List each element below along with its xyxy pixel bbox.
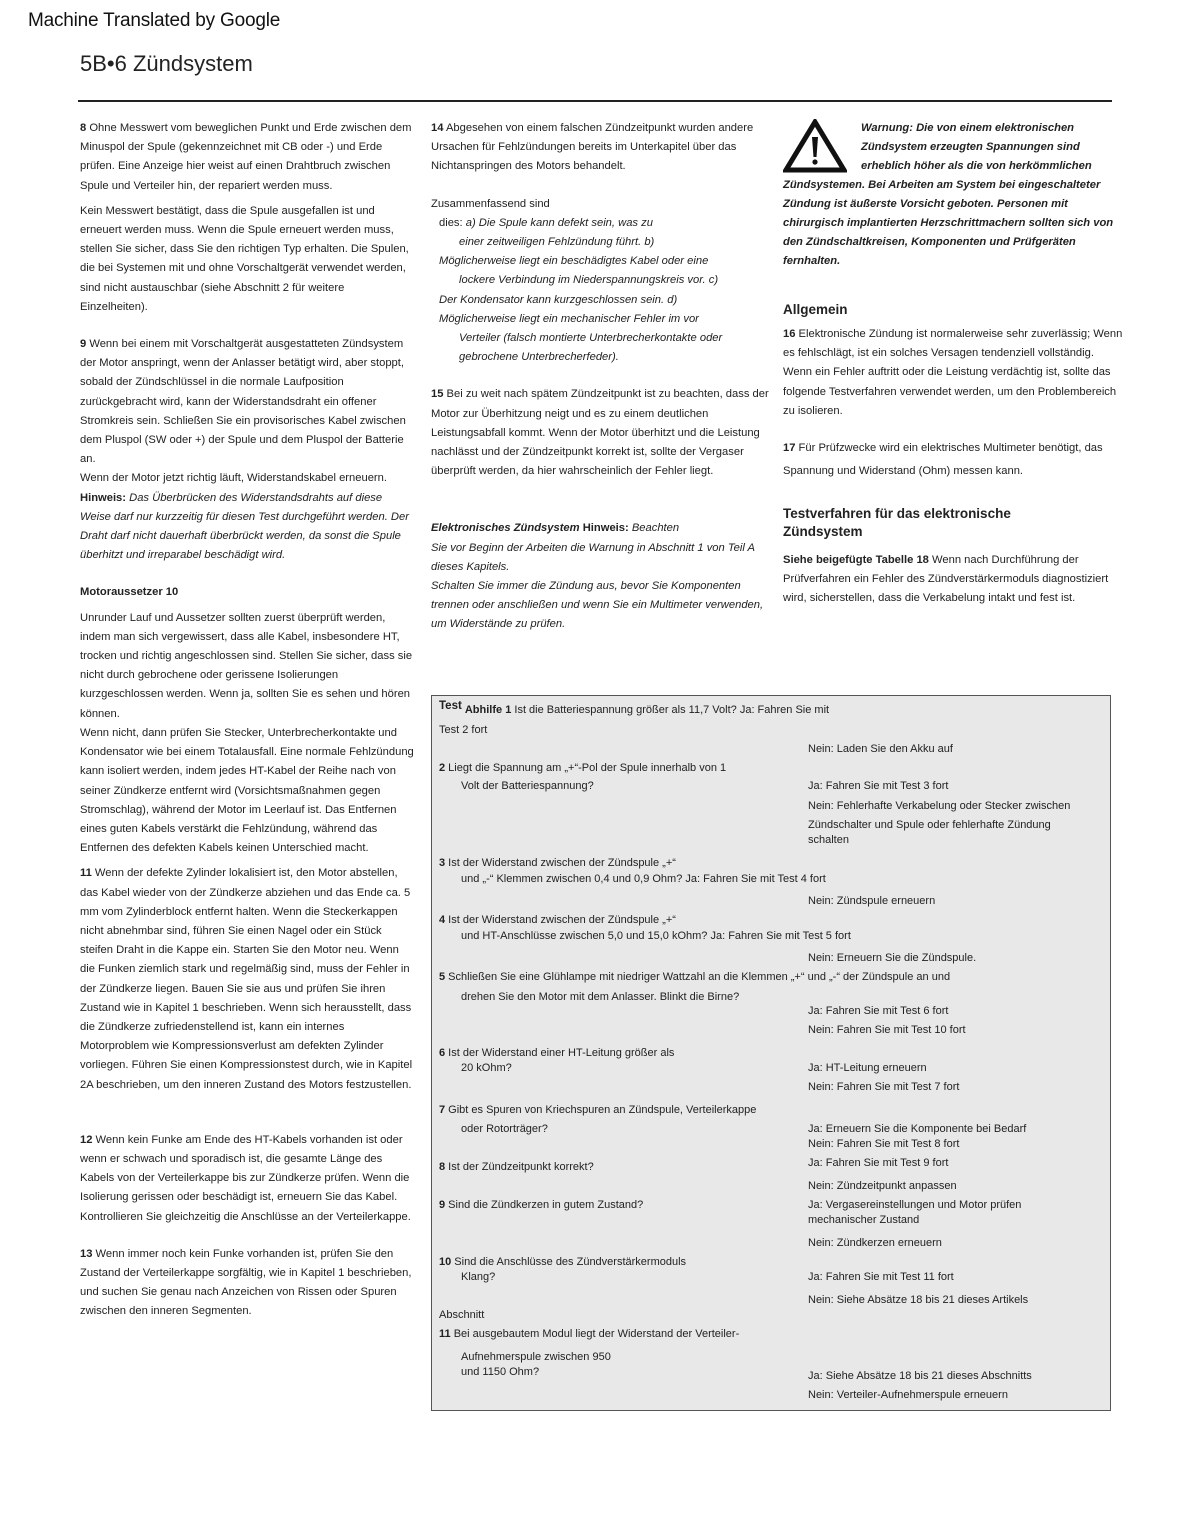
paragraph-number: 9	[80, 338, 87, 351]
test-number: 1	[505, 704, 512, 716]
test-question-text: und 1150 Ohm?	[461, 1366, 540, 1378]
paragraph-10: Unrunder Lauf und Aussetzer sollten zuerst überprüft werden, indem man sich vergewissert, dass alle Kabel, insbesondere HT, trocken und richtig angeschlossen sind. Stellen Sie sicher, dass sie nicht durch gebrochene oder gerissene Isolierungen kurzgeschlossen werden. Wenn ja, sollten Sie es sehen und hören können.	[80, 611, 413, 720]
test-question-3	[439, 857, 676, 869]
test-question-7	[439, 1104, 756, 1116]
test-question-text: und HT-Anschlüsse zwischen 5,0 und 15,0 kOhm? Ja: Fahren Sie mit Test 5 fort	[461, 930, 851, 942]
test-remedy: Nein: Siehe Absätze 18 bis 21 dieses Artikels	[808, 1294, 1029, 1306]
warning-triangle-icon	[783, 119, 847, 173]
paragraph-14: 14 Abgesehen von einem falschen Zündzeitpunkt wurden andere Ursachen für Fehlzündungen bereits im Unterkapitel über das Nichtanspringen des Motors behandelt.	[431, 122, 754, 173]
test-question-text: Ist der Widerstand zwischen der Zündspule „+“	[445, 857, 676, 869]
test-question-text: Ist der Widerstand einer HT-Leitung größer als	[445, 1047, 675, 1059]
test-question-line	[439, 1123, 548, 1135]
paragraph-number: 8	[80, 122, 87, 134]
test-question-9	[439, 1199, 643, 1211]
test-question-text: Schließen Sie eine Glühlampe mit niedriger Wattzahl an die Klemmen „+“ und „-“ der Zündspule an und	[445, 971, 951, 983]
test-question-2	[439, 762, 726, 774]
paragraph-number: 11	[80, 867, 92, 880]
test-question-6	[439, 1047, 674, 1059]
test-question-text: Sind die Anschlüsse des Zündverstärkermoduls	[451, 1256, 687, 1268]
test-question-text: Ist der Widerstand zwischen der Zündspule „+“	[445, 914, 676, 926]
test-remedy: Nein: Erneuern Sie die Zündspule.	[808, 952, 977, 964]
test-remedy: Ja: Fahren Sie mit Test 3 fort	[808, 780, 949, 792]
test-question-line	[439, 1271, 495, 1283]
paragraph-15: 15 Bei zu weit nach spätem Zündzeitpunkt ist zu beachten, dass der Motor zur Überhitzung neigt und es zu einem deutlichen Leistungsabfall kommt. Wenn der Motor überhitzt und die Leistung nachlässt und der Zündzeitpunkt korrekt ist, sollte der Vergaser überprüft werden, da hier wahrscheinlich der Fehler liegt.	[431, 388, 769, 478]
summary-item-a-cont: einer zeitweiligen Fehlzündung führt. b)	[459, 236, 655, 249]
test-remedy: Zündschalter und Spule oder fehlerhafte Zündung	[808, 819, 1051, 831]
summary-item-a: dies: a) Die Spule kann defekt sein, was zu	[439, 216, 653, 229]
page-title: 5B•6 Zündsystem	[80, 51, 253, 76]
test-remedy: Nein: Fehlerhafte Verkabelung oder Stecker zwischen	[808, 800, 1071, 812]
test-question-text: Ist die Batteriespannung größer als 11,7 Volt? Ja: Fahren Sie mit	[511, 704, 830, 716]
paragraph-13: 13 Wenn immer noch kein Funke vorhanden ist, prüfen Sie den Zustand der Verteilerkappe sorgfältig, wie in Kapitel 1 beschrieben, und suchen Sie genau nach Anzeichen von Rissen oder Spuren zwischen den inneren Segmenten.	[80, 1247, 412, 1318]
test-number: 11	[439, 1328, 451, 1340]
section-heading-test-procedure: Testverfahren für das elektronische Zündsystem	[783, 506, 1011, 540]
test-question-line	[439, 873, 826, 885]
test-question-line	[439, 1366, 539, 1378]
test-question-line	[439, 780, 594, 792]
test-procedure-table	[431, 695, 1111, 1411]
paragraph-18: Siehe beigefügte Tabelle 18 Wenn nach Durchführung der Prüfverfahren ein Fehler des Zündverstärkermoduls diagnostiziert wird, sicherstellen, dass die Verkabelung intakt und fest ist.	[783, 554, 1109, 605]
test-question-text: Ist der Zündzeitpunkt korrekt?	[445, 1161, 594, 1173]
test-question-text: Aufnehmerspule zwischen 950	[461, 1351, 611, 1363]
test-question-line	[439, 1351, 611, 1363]
table-reference: Siehe beigefügte Tabelle 18	[783, 554, 929, 567]
test-question-text: und „-“ Klemmen zwischen 0,4 und 0,9 Ohm? Ja: Fahren Sie mit Test 4 fort	[461, 873, 826, 885]
paragraph-number: 14	[431, 122, 444, 134]
column-3	[783, 119, 1123, 609]
paragraph-8-continued: Kein Messwert bestätigt, dass die Spule ausgefallen ist und erneuert werden muss. Wenn die Spule erneuert werden muss, stellen Sie sicher, dass Sie den richtigen Typ erhalten. Die Spulen, die bei Systemen mit und ohne Vorschaltgerät verwendet werden, sind nicht austauschbar (siehe Abschnitt 2 für weitere Einzelheiten).	[80, 204, 409, 313]
test-remedy: Nein: Fahren Sie mit Test 8 fort	[808, 1138, 960, 1150]
column-2	[431, 119, 771, 635]
electronic-ignition-note-cont-2: Schalten Sie immer die Zündung aus, bevor Sie Komponenten trennen oder anschließen und wenn Sie ein Multimeter verwenden, um Widerstände zu prüfen.	[431, 580, 764, 631]
test-question-11	[439, 1328, 739, 1340]
test-question-line	[439, 724, 487, 736]
test-number: 6	[439, 1047, 446, 1059]
summary-item-d-cont: Verteiler (falsch montierte Unterbrecherkontakte oder gebrochene Unterbrecherfeder).	[459, 332, 723, 364]
warning-text: Warnung: Die von einem elektronischen Zündsystem erzeugten Spannungen sind erheblich höher als die von herkömmlichen Zündsystemen. Bei Arbeiten am System bei eingeschalteter Zündung ist äußerste Vorsicht geboten. Personen mit chirurgisch implantierten Herzschrittmachern sollten sich von den Zündschaltkreisen, Komponenten und Prüfgeräten fernhalten.	[783, 122, 1114, 267]
test-question-8	[439, 1161, 594, 1173]
note-9: Hinweis: Das Überbrücken des Widerstandsdrahts auf diese Weise darf nur kurzzeitig für diesen Test durchgeführt werden. Der Draht darf nicht dauerhaft überbrückt werden, da sonst die Spule überhitzt und irreparabel beschädigt wird.	[80, 491, 409, 562]
test-remedy: Nein: Fahren Sie mit Test 10 fort	[808, 1024, 966, 1036]
summary-item-b: Möglicherweise liegt ein beschädigtes Kabel oder eine	[439, 255, 709, 268]
paragraph-9: 9 Wenn bei einem mit Vorschaltgerät ausgestatteten Zündsystem der Motor anspringt, wenn der Anlasser betätigt wird, aber stoppt, sobald der Zündschlüssel in die normale Laufposition zurückgebracht wird, kann der Widerstandsdraht ein offener Stromkreis sein. Schließen Sie ein provisorisches Kabel zwischen dem Pluspol (SW oder +) der Spule und dem Pluspol der Batterie an.	[80, 338, 406, 466]
test-remedy: Ja: Fahren Sie mit Test 11 fort	[808, 1271, 954, 1283]
paragraph-number: 13	[80, 1247, 93, 1260]
paragraph-8: 8 Ohne Messwert vom beweglichen Punkt und Erde zwischen dem Minuspol der Spule (gekennzeichnet mit CB oder -) und Erde prüfen. Eine Anzeige hier weist auf einen Drahtbruch zwischen Spule und Verteiler hin, der repariert werden muss.	[80, 122, 412, 192]
test-remedy: Nein: Zündzeitpunkt anpassen	[808, 1180, 957, 1192]
column-header-remedy: Abhilfe	[464, 704, 503, 716]
summary-item-b-cont: lockere Verbindung im Niederspannungskreis vor. c)	[459, 274, 719, 287]
test-number: 7	[439, 1104, 446, 1116]
paragraph-9-continued: Wenn der Motor jetzt richtig läuft, Widerstandskabel erneuern.	[80, 472, 387, 485]
test-question-text: drehen Sie den Motor mit dem Anlasser. Blinkt die Birne?	[461, 991, 740, 1003]
test-question-1	[439, 700, 830, 716]
paragraph-16: 16 Elektronische Zündung ist normalerweise sehr zuverlässig; Wenn es fehlschlägt, ist ein solches Versagen tendenziell vollständig. Wenn ein Fehler auftritt oder die Leistung verdächtig ist, sollte das folgende Testverfahren verwendet werden, um den Problembereich zu isolieren.	[783, 328, 1123, 417]
note-label: Hinweis:	[80, 491, 127, 504]
test-question-10	[439, 1256, 686, 1268]
test-remedy: Ja: Fahren Sie mit Test 9 fort	[808, 1157, 949, 1169]
test-question-text: oder Rotorträger?	[461, 1123, 548, 1135]
summary-item-d: Möglicherweise liegt ein mechanischer Fehler im vor	[439, 312, 699, 325]
test-remedy: Nein: Verteiler-Aufnehmerspule erneuern	[808, 1389, 1008, 1401]
note-label: Hinweis:	[579, 522, 629, 535]
test-number: 5	[439, 971, 446, 983]
test-question-line	[439, 930, 851, 942]
paragraph-number: 12	[80, 1133, 93, 1146]
test-number: 4	[439, 914, 446, 926]
column-1	[80, 119, 415, 1322]
paragraph-number: 16	[783, 328, 796, 340]
test-question-text: Abschnitt	[439, 1309, 485, 1321]
test-remedy: Nein: Fahren Sie mit Test 7 fort	[808, 1081, 960, 1093]
test-number: 3	[439, 857, 446, 869]
test-remedy: mechanischer Zustand	[808, 1214, 920, 1226]
test-remedy: Nein: Laden Sie den Akku auf	[808, 743, 953, 755]
test-number: 8	[439, 1161, 446, 1173]
test-question-text: 20 kOhm?	[461, 1062, 512, 1074]
section-heading-motoraussetzer: Motoraussetzer 10	[80, 586, 179, 599]
test-number: 2	[439, 762, 446, 774]
summary-intro: Zusammenfassend sind	[431, 197, 550, 210]
paragraph-number: 17	[783, 442, 796, 455]
test-question-text: Bei ausgebautem Modul liegt der Widerstand der Verteiler-	[450, 1328, 740, 1340]
paragraph-12: 12 Wenn kein Funke am Ende des HT-Kabels vorhanden ist oder wenn er schwach und sporadisch ist, die gesamte Länge des Kabels von der Verteilerkappe bis zur Zündkerze prüfen. Wenn die Isolierung gerissen oder beschädigt ist, erneuern Sie das Kabel. Kontrollieren Sie gleichzeitig die Anschlüsse an der Verteilerkappe.	[80, 1133, 411, 1223]
test-question-text: Liegt die Spannung am „+“-Pol der Spule innerhalb von 1	[445, 762, 727, 774]
column-header-test: Test	[439, 700, 462, 712]
test-question-text: Sind die Zündkerzen in gutem Zustand?	[445, 1199, 644, 1211]
test-number: 10	[439, 1256, 452, 1268]
test-number: 9	[439, 1199, 446, 1211]
test-question-5	[439, 971, 950, 983]
test-question-line	[439, 1309, 484, 1321]
test-question-text: Test 2 fort	[439, 724, 488, 736]
test-remedy: schalten	[808, 834, 849, 846]
test-remedy: Nein: Zündkerzen erneuern	[808, 1237, 942, 1249]
paragraph-10-continued: Wenn nicht, dann prüfen Sie Stecker, Unterbrecherkontakte und Kondensator wie bei einem Totalausfall. Eine normale Fehlzündung kann isoliert werden, indem jedes HT-Kabel der Reihe nach von seiner Zündkerze entfernt wird (Vorsichtsmaßnahmen gegen Stromschlag), während der Motor im Leerlauf ist. Das Entfernen eines guten Kabels verstärkt die Fehlzündung, während das Entfernen des defekten Kabels keinen Unterschied macht.	[80, 726, 414, 855]
section-heading-general: Allgemein	[783, 302, 848, 317]
electronic-ignition-note-cont: Sie vor Beginn der Arbeiten die Warnung in Abschnitt 1 von Teil A dieses Kapitels.	[431, 541, 755, 573]
test-question-line	[439, 991, 739, 1003]
test-remedy: Nein: Zündspule erneuern	[808, 895, 936, 907]
test-question-text: Klang?	[461, 1271, 496, 1283]
test-question-text: Gibt es Spuren von Kriechspuren an Zündspule, Verteilerkappe	[445, 1104, 757, 1116]
machine-translation-banner: Machine Translated by Google	[28, 10, 281, 31]
electronic-ignition-note: Elektronisches Zündsystem Hinweis: Beachten	[431, 522, 680, 535]
section-heading-electronic-ignition: Elektronisches Zündsystem	[431, 522, 580, 535]
paragraph-number: 15	[431, 388, 444, 401]
test-remedy: Ja: Fahren Sie mit Test 6 fort	[808, 1005, 949, 1017]
test-question-4	[439, 914, 676, 926]
warning-box	[783, 119, 1123, 271]
test-remedy: Ja: HT-Leitung erneuern	[808, 1062, 927, 1074]
test-remedy: Ja: Vergasereinstellungen und Motor prüfen	[808, 1199, 1022, 1211]
test-question-text: Volt der Batteriespannung?	[461, 780, 594, 792]
test-remedy: Ja: Siehe Absätze 18 bis 21 dieses Abschnitts	[808, 1370, 1032, 1382]
summary-item-c: Der Kondensator kann kurzgeschlossen sein. d)	[439, 293, 678, 306]
test-remedy: Ja: Erneuern Sie die Komponente bei Bedarf	[808, 1123, 1027, 1135]
test-question-line	[439, 1062, 512, 1074]
paragraph-11: 11 Wenn der defekte Zylinder lokalisiert ist, den Motor abstellen, das Kabel wieder von der Zündkerze abziehen und das Ende ca. 5 mm vom Zylinderblock entfernt halten. Wenn die Steckerkappen nicht abnehmbar sind, führen Sie einen Nagel oder ein Stück steifen Draht in die Kappe ein. Starten Sie den Motor neu. Wenn die Funken ziemlich stark und regelmäßig sind, muss der Fehler in der Zündkerze liegen. Bauen Sie sie aus und prüfen Sie ihren Zustand wie in Kapitel 1 beschrieben. Wenn sich herausstellt, dass die Zündkerze zufriedenstellend ist, kann ein internes Motorproblem wie Kompressionsverlust am defekten Zylinder vorliegen. Führen Sie einen Kompressionstest durch, wie in Kapitel 2A beschrieben, um den inneren Zustand des Motors festzustellen.	[80, 867, 413, 1091]
header-divider	[78, 100, 1112, 102]
paragraph-17: 17 Für Prüfzwecke wird ein elektrisches Multimeter benötigt, das Spannung und Widerstand (Ohm) messen kann.	[783, 442, 1103, 478]
